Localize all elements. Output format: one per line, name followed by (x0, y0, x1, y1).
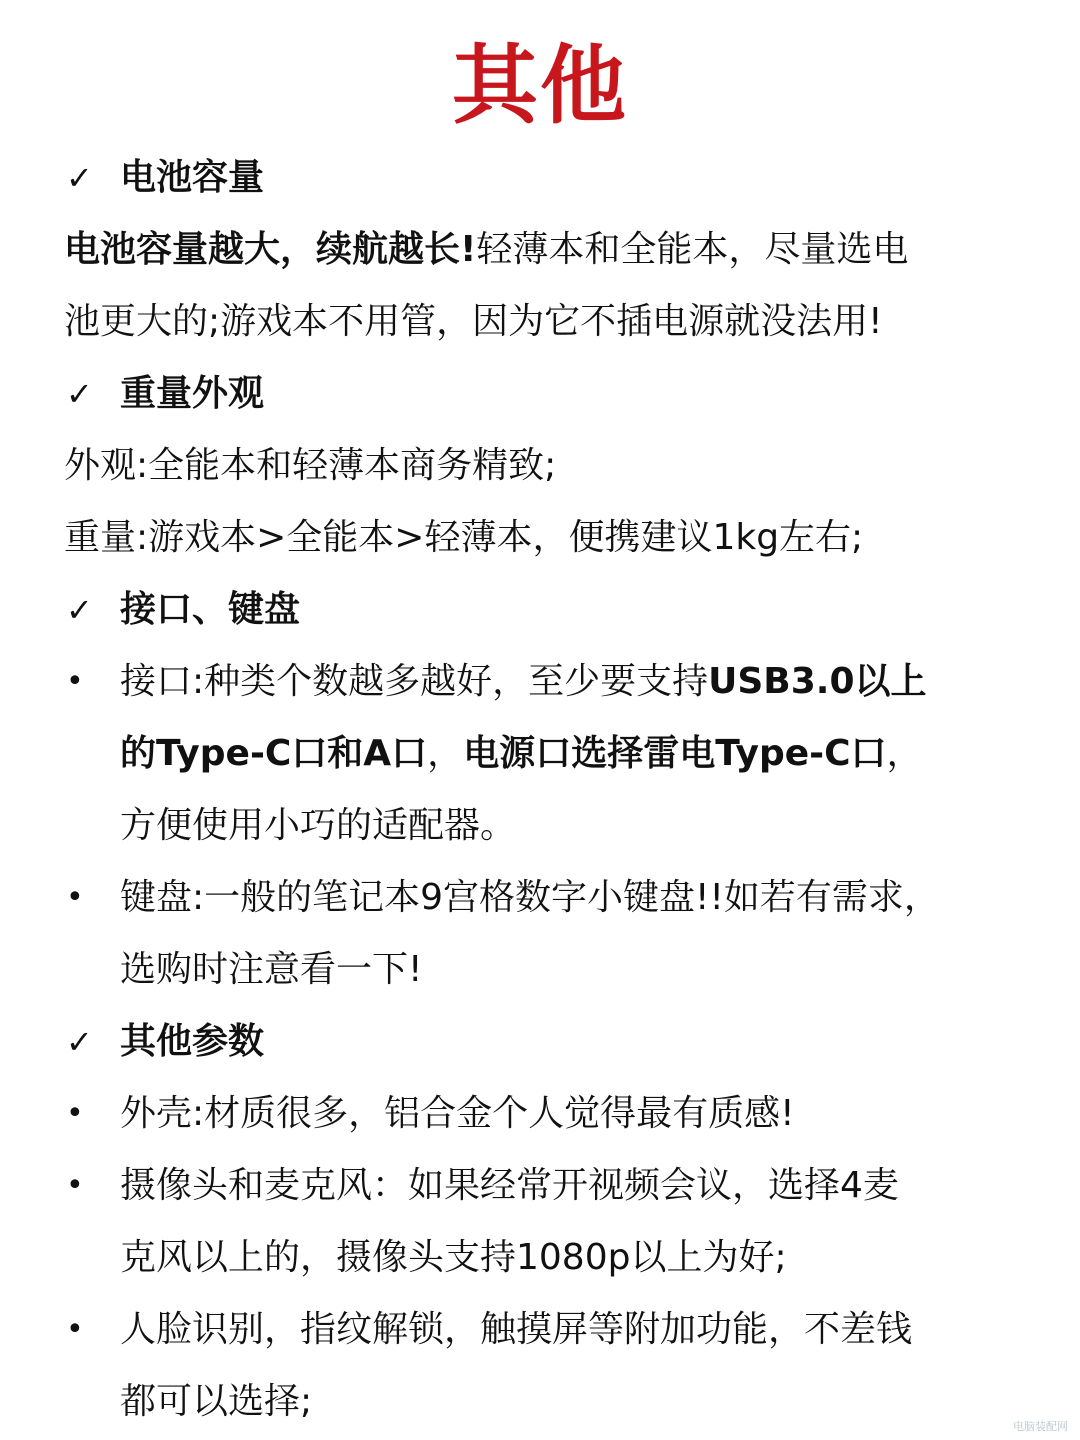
list-item-extra-features (64, 1294, 1014, 1438)
ports-line-3: 方便使用小巧的适配器。 (120, 805, 517, 846)
list-item-shell (64, 1078, 1014, 1150)
checkmark-icon: ✓ (66, 591, 93, 629)
emphasis-text: 电源口选择雷电Type-C口 (463, 733, 887, 774)
appearance-line (64, 430, 1014, 502)
bullet-icon: • (66, 880, 84, 915)
features-line-1: 人脸识别，指纹解锁，触摸屏等附加功能，不差钱 (120, 1309, 913, 1350)
checkmark-icon: ✓ (66, 1023, 93, 1061)
checkmark-icon: ✓ (66, 375, 93, 413)
battery-line-1 (64, 214, 1014, 286)
body-text: 池更大的;游戏本不用管，因为它不插电源就没法用! (64, 301, 883, 342)
camera-line-1: 摄像头和麦克风：如果经常开视频会议，选择4麦 (120, 1165, 899, 1206)
features-line-2: 都可以选择; (120, 1381, 313, 1422)
section-heading: 其他参数 (120, 1021, 265, 1062)
page-title: 其他 (452, 36, 628, 136)
shell-line-1: 外壳:材质很多，铝合金个人觉得最有质感! (120, 1093, 795, 1134)
emphasis-text: USB3.0以上 (708, 661, 927, 702)
body-text: 重量:游戏本>全能本>轻薄本，便携建议1kg左右; (64, 517, 864, 558)
body-text: ， (427, 733, 464, 774)
checkmark-icon: ✓ (66, 159, 93, 197)
list-item-ports (64, 646, 1014, 862)
ports-line-1 (120, 646, 1010, 718)
list-item-keyboard (64, 862, 1014, 1006)
section-heading: 重量外观 (120, 373, 265, 414)
camera-line-2: 克风以上的，摄像头支持1080p以上为好; (120, 1237, 787, 1278)
battery-line-2 (64, 286, 1014, 358)
body-text: 轻薄本和全能本，尽量选电 (476, 229, 909, 270)
keyboard-line-2: 选购时注意看一下! (120, 949, 423, 990)
body-text: 外观:全能本和轻薄本商务精致; (64, 445, 557, 486)
emphasis-text: 的Type-C口和A口 (120, 733, 428, 774)
bullet-icon: • (66, 664, 84, 699)
bullet-icon: • (66, 1312, 84, 1347)
bullet-icon: • (66, 1168, 84, 1203)
section-heading: 电池容量 (120, 157, 265, 198)
bullet-icon: • (66, 1096, 84, 1131)
body-text: 接口:种类个数越多越好，至少要支持 (120, 661, 709, 702)
section-heading: 接口、键盘 (120, 589, 301, 630)
watermark: 电脑装配网 (1013, 1420, 1068, 1433)
keyboard-line-1: 键盘:一般的笔记本9宫格数字小键盘!!如若有需求， (120, 877, 940, 918)
body-text: ， (886, 733, 923, 774)
list-item-camera-mic (64, 1150, 1014, 1294)
emphasis-text: 电池容量越大，续航越长! (64, 229, 477, 270)
weight-line (64, 502, 1014, 574)
ports-line-2 (120, 718, 1010, 790)
